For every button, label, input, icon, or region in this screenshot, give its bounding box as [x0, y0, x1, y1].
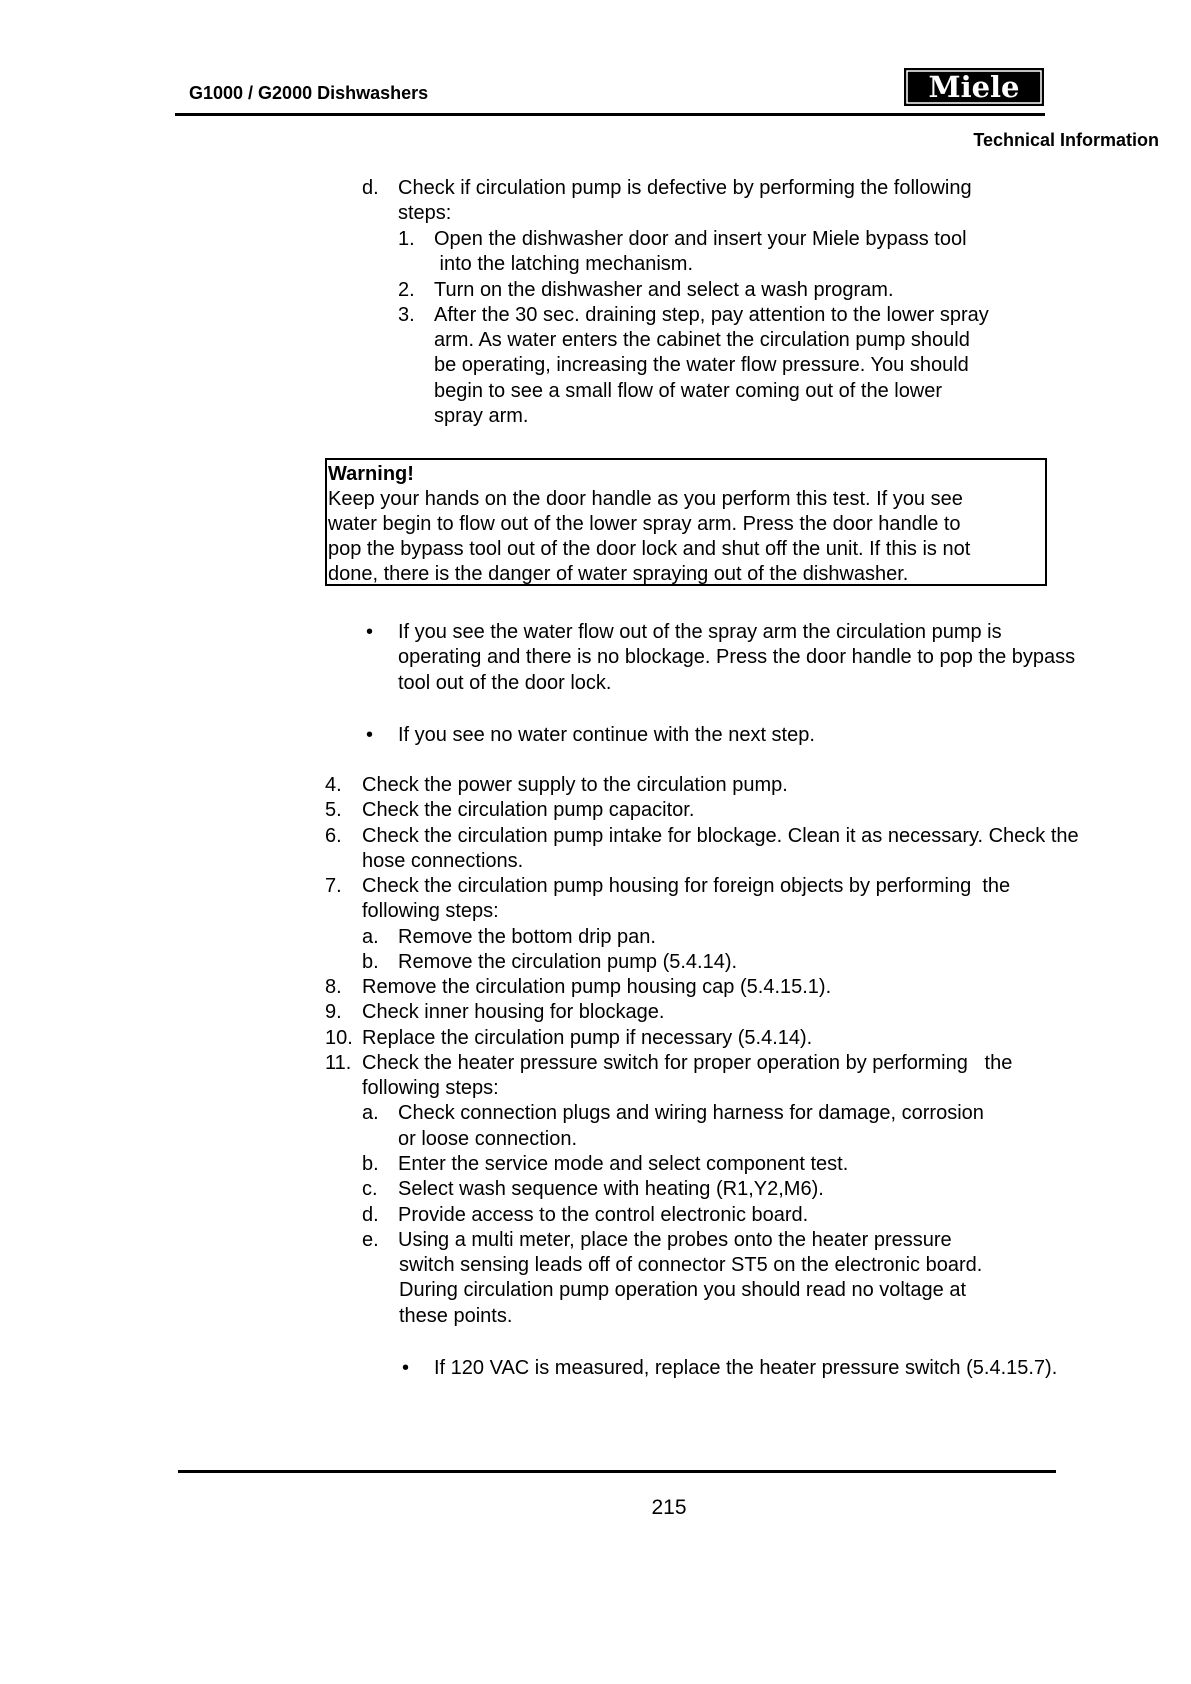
substep-marker: 1.: [398, 228, 415, 250]
step-marker: d.: [362, 1204, 379, 1226]
substep-line: into the latching mechanism.: [434, 253, 694, 275]
step-line: During circulation pump operation you should read no voltage at: [399, 1279, 967, 1301]
warning-line: done, there is the danger of water spraying out of the dishwasher.: [328, 563, 909, 585]
step-line: Remove the circulation pump housing cap (5.4.15.1).: [362, 976, 832, 998]
substep-marker: 2.: [398, 279, 415, 301]
step-d-line: steps:: [398, 202, 452, 224]
document-title: G1000 / G2000 Dishwashers: [189, 83, 429, 103]
step-line: these points.: [399, 1305, 513, 1327]
bullet-icon: •: [366, 724, 374, 746]
step-line: Check the circulation pump capacitor.: [362, 799, 695, 821]
warning-line: water begin to flow out of the lower spray arm. Press the door handle to: [328, 513, 961, 535]
step-line: Check the circulation pump intake for blockage. Clean it as necessary. Check the: [362, 825, 1079, 847]
step-line: or loose connection.: [398, 1128, 578, 1150]
substep-line: be operating, increasing the water flow pressure. You should: [434, 354, 969, 376]
step-marker: 4.: [325, 774, 342, 796]
step-line: Replace the circulation pump if necessary (5.4.14).: [362, 1027, 813, 1049]
page-number: 215: [651, 1496, 687, 1519]
step-marker: a.: [362, 1102, 379, 1124]
step-marker: 10.: [325, 1027, 353, 1049]
step-line: Check the circulation pump housing for foreign objects by performing the: [362, 875, 1011, 897]
substep-line: spray arm.: [434, 405, 529, 427]
logo-text: Miele: [928, 70, 1020, 104]
substep-line: Open the dishwasher door and insert your Miele bypass tool: [434, 228, 967, 250]
step-line: Check the heater pressure switch for proper operation by performing the: [362, 1052, 1013, 1074]
step-marker: 9.: [325, 1001, 342, 1023]
step-marker: 7.: [325, 875, 342, 897]
step-line: Remove the circulation pump (5.4.14).: [398, 951, 738, 973]
step-line: switch sensing leads off of connector ST5 on the electronic board.: [399, 1254, 983, 1276]
step-marker: 6.: [325, 825, 342, 847]
footer-divider: [178, 1470, 1056, 1473]
step-marker: a.: [362, 926, 379, 948]
warning-box: [325, 458, 1047, 586]
step-line: Remove the bottom drip pan.: [398, 926, 656, 948]
step-line: Enter the service mode and select component test.: [398, 1153, 849, 1175]
step-line: Using a multi meter, place the probes onto the heater pressure: [398, 1229, 952, 1251]
step-line: Check inner housing for blockage.: [362, 1001, 665, 1023]
step-line: Select wash sequence with heating (R1,Y2,M6).: [398, 1178, 824, 1200]
step-marker: b.: [362, 1153, 379, 1175]
step-marker: c.: [362, 1178, 378, 1200]
bullet-icon: •: [402, 1357, 410, 1379]
warning-line: pop the bypass tool out of the door lock and shut off the unit. If this is not: [328, 538, 971, 560]
warning-title: Warning!: [328, 463, 414, 485]
step-d-marker: d.: [362, 177, 379, 199]
step-marker: e.: [362, 1229, 379, 1251]
header-divider: [175, 113, 1045, 116]
bullet-line: operating and there is no blockage. Press the door handle to pop the bypass: [398, 646, 1076, 668]
bullet-icon: •: [366, 621, 374, 643]
step-marker: 8.: [325, 976, 342, 998]
section-label: Technical Information: [973, 130, 1159, 150]
substep-line: arm. As water enters the cabinet the circulation pump should: [434, 329, 970, 351]
miele-logo: [904, 68, 1044, 106]
step-marker: b.: [362, 951, 379, 973]
substep-line: Turn on the dishwasher and select a wash program.: [434, 279, 894, 301]
step-d-line: Check if circulation pump is defective by performing the following: [398, 177, 972, 199]
step-line: Check the power supply to the circulation pump.: [362, 774, 788, 796]
bullet-line: tool out of the door lock.: [398, 672, 612, 694]
bullet-line: If 120 VAC is measured, replace the heater pressure switch (5.4.15.7).: [434, 1357, 1058, 1379]
step-line: Provide access to the control electronic board.: [398, 1204, 809, 1226]
substep-line: After the 30 sec. draining step, pay attention to the lower spray: [434, 304, 989, 326]
step-line: following steps:: [362, 1077, 499, 1099]
step-marker: 11.: [325, 1052, 352, 1074]
warning-line: Keep your hands on the door handle as you perform this test. If you see: [328, 488, 963, 510]
step-marker: 5.: [325, 799, 342, 821]
bullet-line: If you see no water continue with the next step.: [398, 724, 815, 746]
bullet-line: If you see the water flow out of the spray arm the circulation pump is: [398, 621, 1002, 643]
step-line: hose connections.: [362, 850, 524, 872]
substep-marker: 3.: [398, 304, 415, 326]
substep-line: begin to see a small flow of water coming out of the lower: [434, 380, 943, 402]
step-line: Check connection plugs and wiring harness for damage, corrosion: [398, 1102, 984, 1124]
step-line: following steps:: [362, 900, 499, 922]
